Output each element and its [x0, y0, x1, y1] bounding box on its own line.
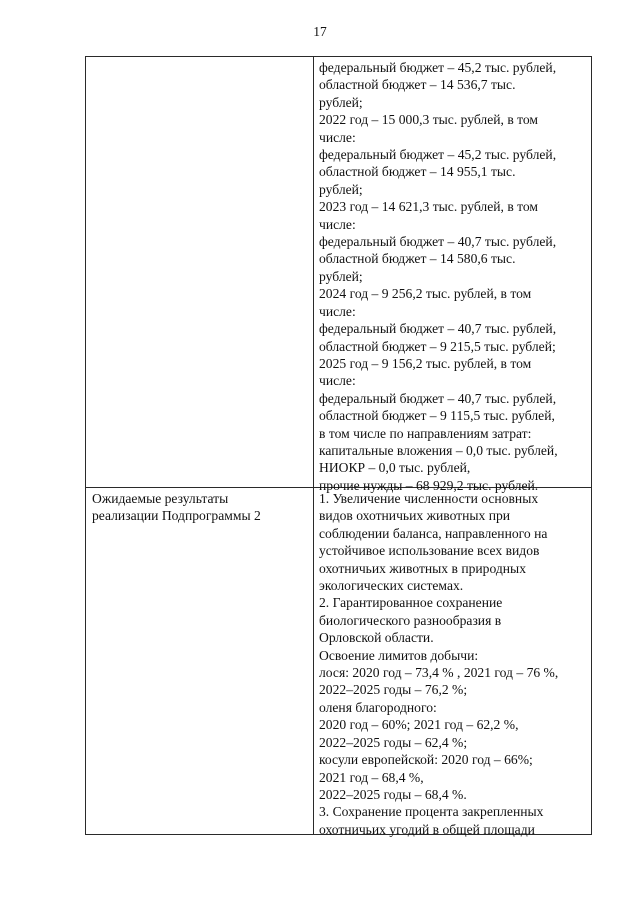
text-line: федеральный бюджет – 40,7 тыс. рублей,: [319, 234, 557, 250]
text-line: 2024 год – 9 256,2 тыс. рублей, в том: [319, 286, 532, 302]
text-line: областной бюджет – 9 215,5 тыс. рублей;: [319, 338, 556, 354]
text-line: федеральный бюджет – 40,7 тыс. рублей,: [319, 390, 557, 406]
text-line: косули европейской: 2020 год – 66%;: [319, 752, 533, 768]
page-number: 17: [313, 24, 327, 39]
text-line: Освоение лимитов добычи:: [319, 647, 479, 663]
text-line: рублей;: [319, 94, 363, 110]
text-line: федеральный бюджет – 40,7 тыс. рублей,: [319, 321, 557, 337]
text-line: 1. Увеличение численности основных: [319, 491, 539, 506]
text-line: областной бюджет – 14 955,1 тыс.: [319, 164, 516, 180]
text-line: 3. Сохранение процента закрепленных: [319, 804, 544, 820]
text-line: 2. Гарантированное сохранение: [319, 595, 503, 611]
text-line: Ожидаемые результаты: [92, 491, 229, 506]
table-cell-left-expected-results: [86, 488, 314, 834]
text-line: числе:: [319, 129, 356, 145]
text-line: реализации Подпрограммы 2: [92, 508, 261, 524]
text-line: 2020 год – 60%; 2021 год – 62,2 %,: [319, 717, 519, 733]
text-line: соблюдении баланса, направленного на: [319, 525, 548, 541]
text-line: 2023 год – 14 621,3 тыс. рублей, в том: [319, 199, 539, 215]
text-line: Орловской области.: [319, 630, 434, 646]
text-line: охотничьих животных в природных: [319, 560, 526, 576]
text-line: экологических системах.: [319, 578, 464, 594]
text-line: прочие нужды – 68 929,2 тыс. рублей.: [319, 477, 539, 493]
table-cell-left-funding: [86, 57, 314, 487]
text-line: охотничьих угодий в общей площади: [319, 821, 535, 837]
text-line: биологического разнообразия в: [319, 612, 502, 628]
table-cell-right-expected-results: [314, 488, 591, 837]
text-line: федеральный бюджет – 45,2 тыс. рублей,: [319, 60, 557, 75]
text-line: областной бюджет – 9 115,5 тыс. рублей,: [319, 408, 555, 424]
table-row-funding: [86, 57, 591, 493]
text-line: оленя благородного:: [319, 699, 437, 715]
text-line: капитальные вложения – 0,0 тыс. рублей,: [319, 442, 558, 458]
text-line: НИОКР – 0,0 тыс. рублей,: [319, 460, 471, 476]
text-line: рублей;: [319, 181, 363, 197]
text-line: областной бюджет – 14 536,7 тыс.: [319, 77, 516, 93]
text-line: 2022–2025 годы – 68,4 %.: [319, 786, 467, 802]
text-line: в том числе по направлениям затрат:: [319, 425, 532, 441]
text-line: числе:: [319, 216, 356, 232]
text-line: видов охотничьих животных при: [319, 508, 511, 524]
table-row-expected-results: [86, 487, 591, 837]
text-line: 2021 год – 68,4 %,: [319, 769, 424, 785]
text-line: устойчивое использование всех видов: [319, 543, 540, 559]
text-line: 2022–2025 годы – 62,4 %;: [319, 734, 468, 750]
text-line: 2025 год – 9 156,2 тыс. рублей, в том: [319, 355, 532, 371]
text-line: числе:: [319, 303, 356, 319]
text-line: федеральный бюджет – 45,2 тыс. рублей,: [319, 147, 557, 163]
text-line: лося: 2020 год – 73,4 % , 2021 год – 76 %,: [319, 665, 559, 681]
text-line: 2022–2025 годы – 76,2 %;: [319, 682, 468, 698]
table-cell-right-funding: [314, 57, 591, 493]
text-line: 2022 год – 15 000,3 тыс. рублей, в том: [319, 112, 539, 128]
text-line: числе:: [319, 373, 356, 389]
text-line: областной бюджет – 14 580,6 тыс.: [319, 251, 516, 267]
text-line: рублей;: [319, 268, 363, 284]
program-passport-table: [85, 56, 592, 835]
